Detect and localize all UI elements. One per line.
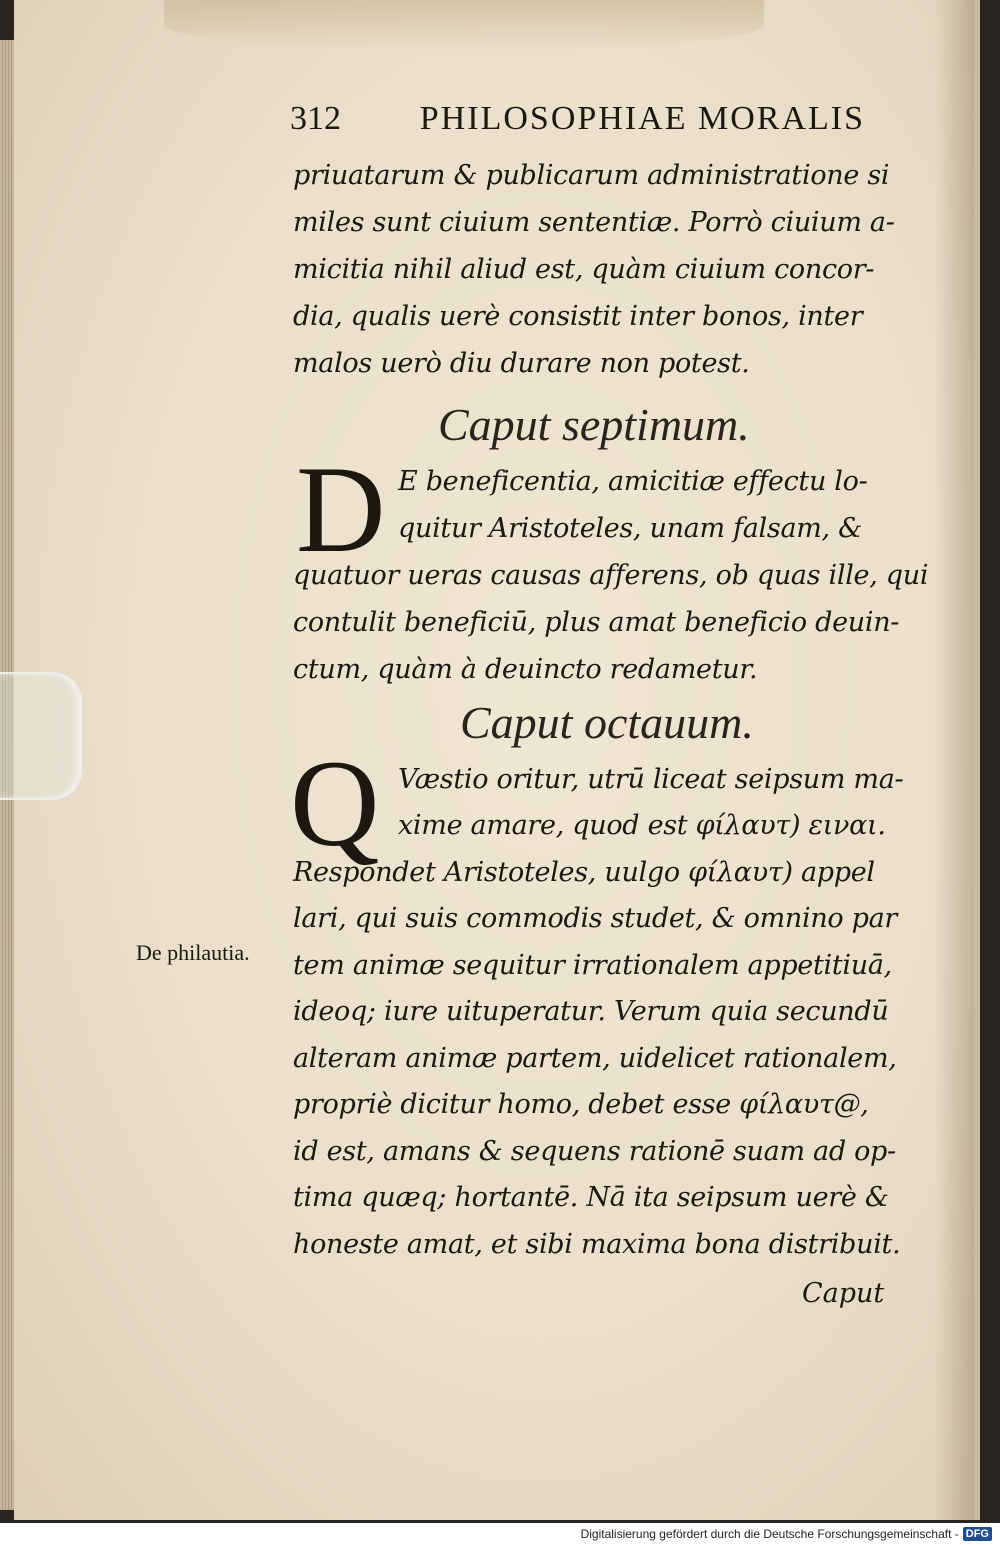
text-line: quatuor ueras causas afferens, ob quas ille, qui: [293, 560, 929, 591]
text-line: contulit beneficiū, plus amat beneficio deuin-: [293, 607, 900, 638]
text-line: quitur Aristoteles, unam falsam, &: [398, 513, 862, 544]
chapter-heading: Caput octauum.: [460, 697, 754, 748]
marginal-note: De philautia.: [136, 940, 250, 965]
chapter-heading: Caput septimum.: [438, 399, 750, 450]
text-line: propriè dicitur homo, debet esse φίλαυτ@,: [293, 1089, 869, 1120]
text-line: Væstio oritur, utrū liceat seipsum ma-: [398, 764, 904, 795]
page-clip: [0, 672, 82, 800]
text-line: malos uerò diu durare non potest.: [293, 348, 750, 379]
page-number: 312: [290, 100, 341, 137]
running-head: [290, 100, 865, 138]
footer-credit: Digitalisierung gefördert durch die Deutsche Forschungsgemeinschaft -: [580, 1527, 959, 1541]
drop-initial: Q: [290, 735, 380, 872]
text-line: id est, amans & sequens rationē suam ad op-: [293, 1136, 896, 1167]
footer-bar: [0, 1523, 1000, 1545]
text-line: dia, qualis uerè consistit inter bonos, inter: [293, 301, 863, 332]
text-line: priuatarum & publicarum administratione si: [293, 160, 890, 191]
text-line: xime amare, quod est φίλαυτ) ειναι.: [398, 810, 886, 841]
text-line: ctum, quàm à deuincto redametur.: [293, 654, 758, 685]
text-line: Respondet Aristoteles, uulgo φίλαυτ) appel: [293, 857, 875, 888]
text-line: ideoq; iure uituperatur. Verum quia secundū: [293, 996, 889, 1027]
dfg-logo: DFG: [963, 1527, 992, 1541]
gutter-shade: [934, 0, 974, 1520]
text-line: E beneficentia, amicitiæ effectu lo-: [398, 466, 868, 497]
page-stain: [164, 0, 764, 50]
text-line: tima quæq; hortantē. Nā ita seipsum uerè &: [293, 1182, 889, 1213]
drop-initial: D: [296, 441, 386, 578]
running-title: PHILOSOPHIAE MORALIS: [419, 100, 865, 137]
text-line: alteram animæ partem, uidelicet rationalem,: [293, 1043, 897, 1074]
text-line: tem animæ sequitur irrationalem appetitiuā,: [293, 950, 892, 981]
catchword: Caput: [802, 1278, 885, 1309]
text-line: miles sunt ciuium sententiæ. Porrò ciuium a-: [293, 207, 895, 238]
text-line: micitia nihil aliud est, quàm ciuium concor-: [293, 254, 875, 285]
text-line: honeste amat, et sibi maxima bona distribuit.: [293, 1229, 901, 1260]
text-line: lari, qui suis commodis studet, & omnino par: [293, 903, 898, 934]
